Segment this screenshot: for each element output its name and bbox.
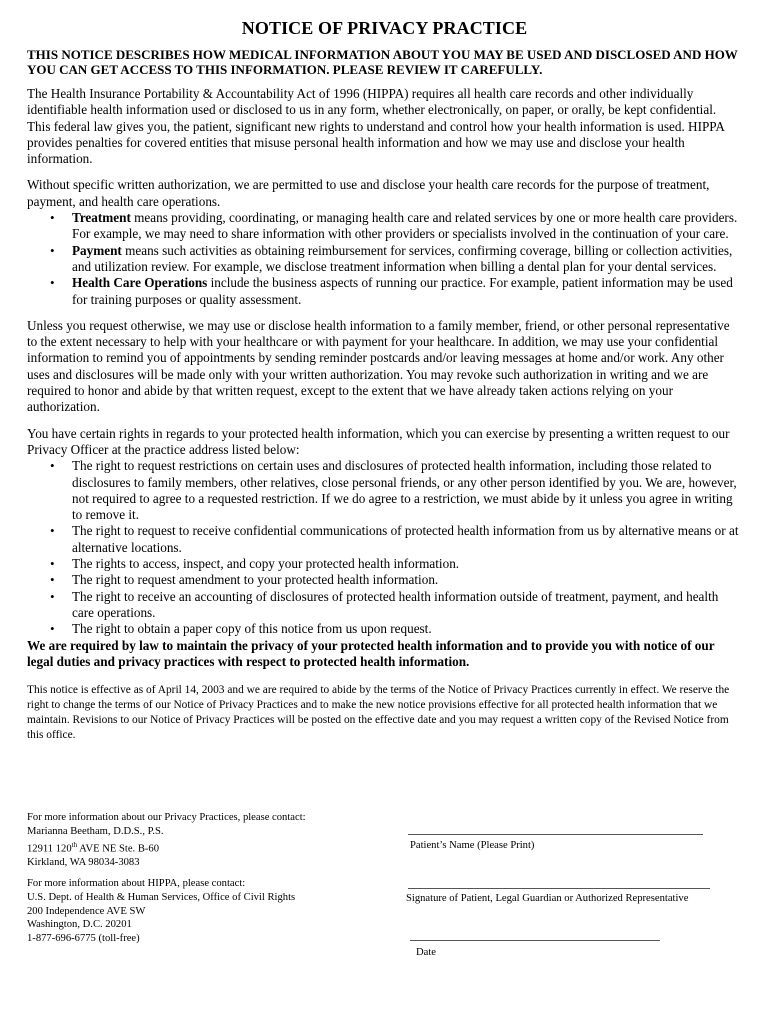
use-description: include the business aspects of running our practice. For example, patient information may be used for training purposes or quality assessment. (72, 275, 733, 307)
authorization-intro-paragraph: Without specific written authorization, we are permitted to use and disclose your health care records for the purpose of treatment, payment, and health care operations. (27, 177, 710, 209)
hipaa-intro-paragraph: The Health Insurance Portability & Accountability Act of 1996 (HIPPA) requires all health care records and other individually identifiable health information used or disclosed to us in any form, whether electronically, on paper, or orally, be kept confidential. This federal law gives you, the patient, significant new rights to understand and control how your health information is used. HIPPA provides penalties for covered entities that misuse personal health information and how we may use and disclose your health information. (27, 86, 725, 167)
disclosure-paragraph: Unless you request otherwise, we may use or disclose health information to a family member, friend, or other personal representative to the extent necessary to help with your healthcare or with payment for your healthcare. In addition, we may use your confidential information to remind you of appointments by sending reminder postcards and/or leaving messages at home and/or work. Any other uses and disclosures will be made only with your written authorization. You may revoke such authorization in writing and we are required to honor and abide by that written request, except to the extent that we have already taken actions relying on your authorization. (27, 317, 730, 415)
use-description: means such activities as obtaining reimbursement for services, confirming coverage, billing or collection activities, and utilization review. For example, we disclose treatment information when billing a dental plan for your dental services. (72, 242, 733, 274)
use-term: Treatment (72, 210, 131, 226)
page-title: NOTICE OF PRIVACY PRACTICE (241, 18, 528, 38)
hhs-contact-heading: For more information about HIPPA, please contact: (27, 878, 246, 889)
signature-field[interactable] (408, 888, 710, 889)
list-item (72, 210, 742, 243)
signature-label: Signature of Patient, Legal Guardian or Authorized Representative (406, 893, 689, 904)
hhs-street: 200 Independence AVE SW (27, 905, 146, 917)
practice-street: 12911 120th AVE NE Ste. B-60 (27, 840, 160, 855)
notice-subheading: THIS NOTICE DESCRIBES HOW MEDICAL INFORMATION ABOUT YOU MAY BE USED AND DISCLOSED AND HOW YOU CAN GET ACCESS TO THIS INFORMATION. PLEASE REVIEW IT CAREFULLY. (27, 47, 738, 77)
use-term: Health Care Operations (72, 275, 208, 291)
list-item (72, 275, 742, 308)
uses-list (27, 210, 742, 308)
hhs-department: U.S. Dept. of Health & Human Services, Office of Civil Rights (27, 891, 296, 903)
effective-date-notice: This notice is effective as of April 14, 2003 and we are required to abide by the terms of the Notice of Privacy Practices currently in effect. We reserve the right to change the terms of our Notice of Privacy Practices and to make the new notice provisions effective for all protected health information that we maintain. Revisions to our Notice of Privacy Practices will be posted on the effective date and you may request a written copy of the Revised Notice from this office. (27, 684, 730, 742)
practice-name: Marianna Beetham, D.D.S., P.S. (27, 825, 164, 837)
hhs-contact-block (27, 877, 387, 946)
list-item: • The right to receive an accounting of disclosures of protected health information outside of treatment, payment, and health care operations. (72, 589, 742, 622)
practice-contact-block (27, 811, 387, 870)
rights-list (27, 458, 742, 637)
list-item: • The right to request to receive confidential communications of protected health information from us by alternative means or at alternative locations. (72, 523, 742, 556)
list-item: • The right to obtain a paper copy of this notice from us upon request. (72, 621, 742, 637)
date-label: Date (416, 947, 436, 958)
list-item: • The right to request restrictions on certain uses and disclosures of protected health information, including those related to disclosures to family members, other relatives, close personal friends, or any other person identified by you. We are, however, not required to agree to a requested restriction. If we do agree to a restriction, we must abide by it unless you agree in writing to remove it. (72, 458, 742, 523)
hhs-phone: 1-877-696-6775 (toll-free) (27, 933, 140, 945)
notice-document (27, 18, 742, 743)
list-item: • The right to request amendment to your protected health information. (72, 572, 742, 588)
list-item: • The rights to access, inspect, and copy your protected health information. (72, 556, 742, 572)
hhs-city: Washington, D.C. 20201 (27, 919, 132, 931)
patient-name-label: Patient’s Name (Please Print) (410, 840, 535, 851)
date-field[interactable] (410, 940, 660, 941)
practice-city: Kirkland, WA 98034-3083 (27, 856, 140, 868)
use-term: Payment (72, 242, 122, 258)
list-item (72, 243, 742, 276)
practice-contact-heading: For more information about our Privacy Practices, please contact: (27, 812, 306, 823)
patient-name-field[interactable] (408, 834, 703, 835)
rights-intro-paragraph: You have certain rights in regards to your protected health information, which you can exercise by presenting a written request to our Privacy Officer at the practice address listed below: (27, 425, 730, 457)
use-description: means providing, coordinating, or managing health care and related services by one or more health care providers. For example, we may need to share information with other providers or specialists involved in the continuation of your care. (72, 210, 738, 242)
legal-duty-statement: We are required by law to maintain the privacy of your protected health information and to provide you with notice of our legal duties and privacy practices with respect to protected health information. (27, 637, 715, 669)
